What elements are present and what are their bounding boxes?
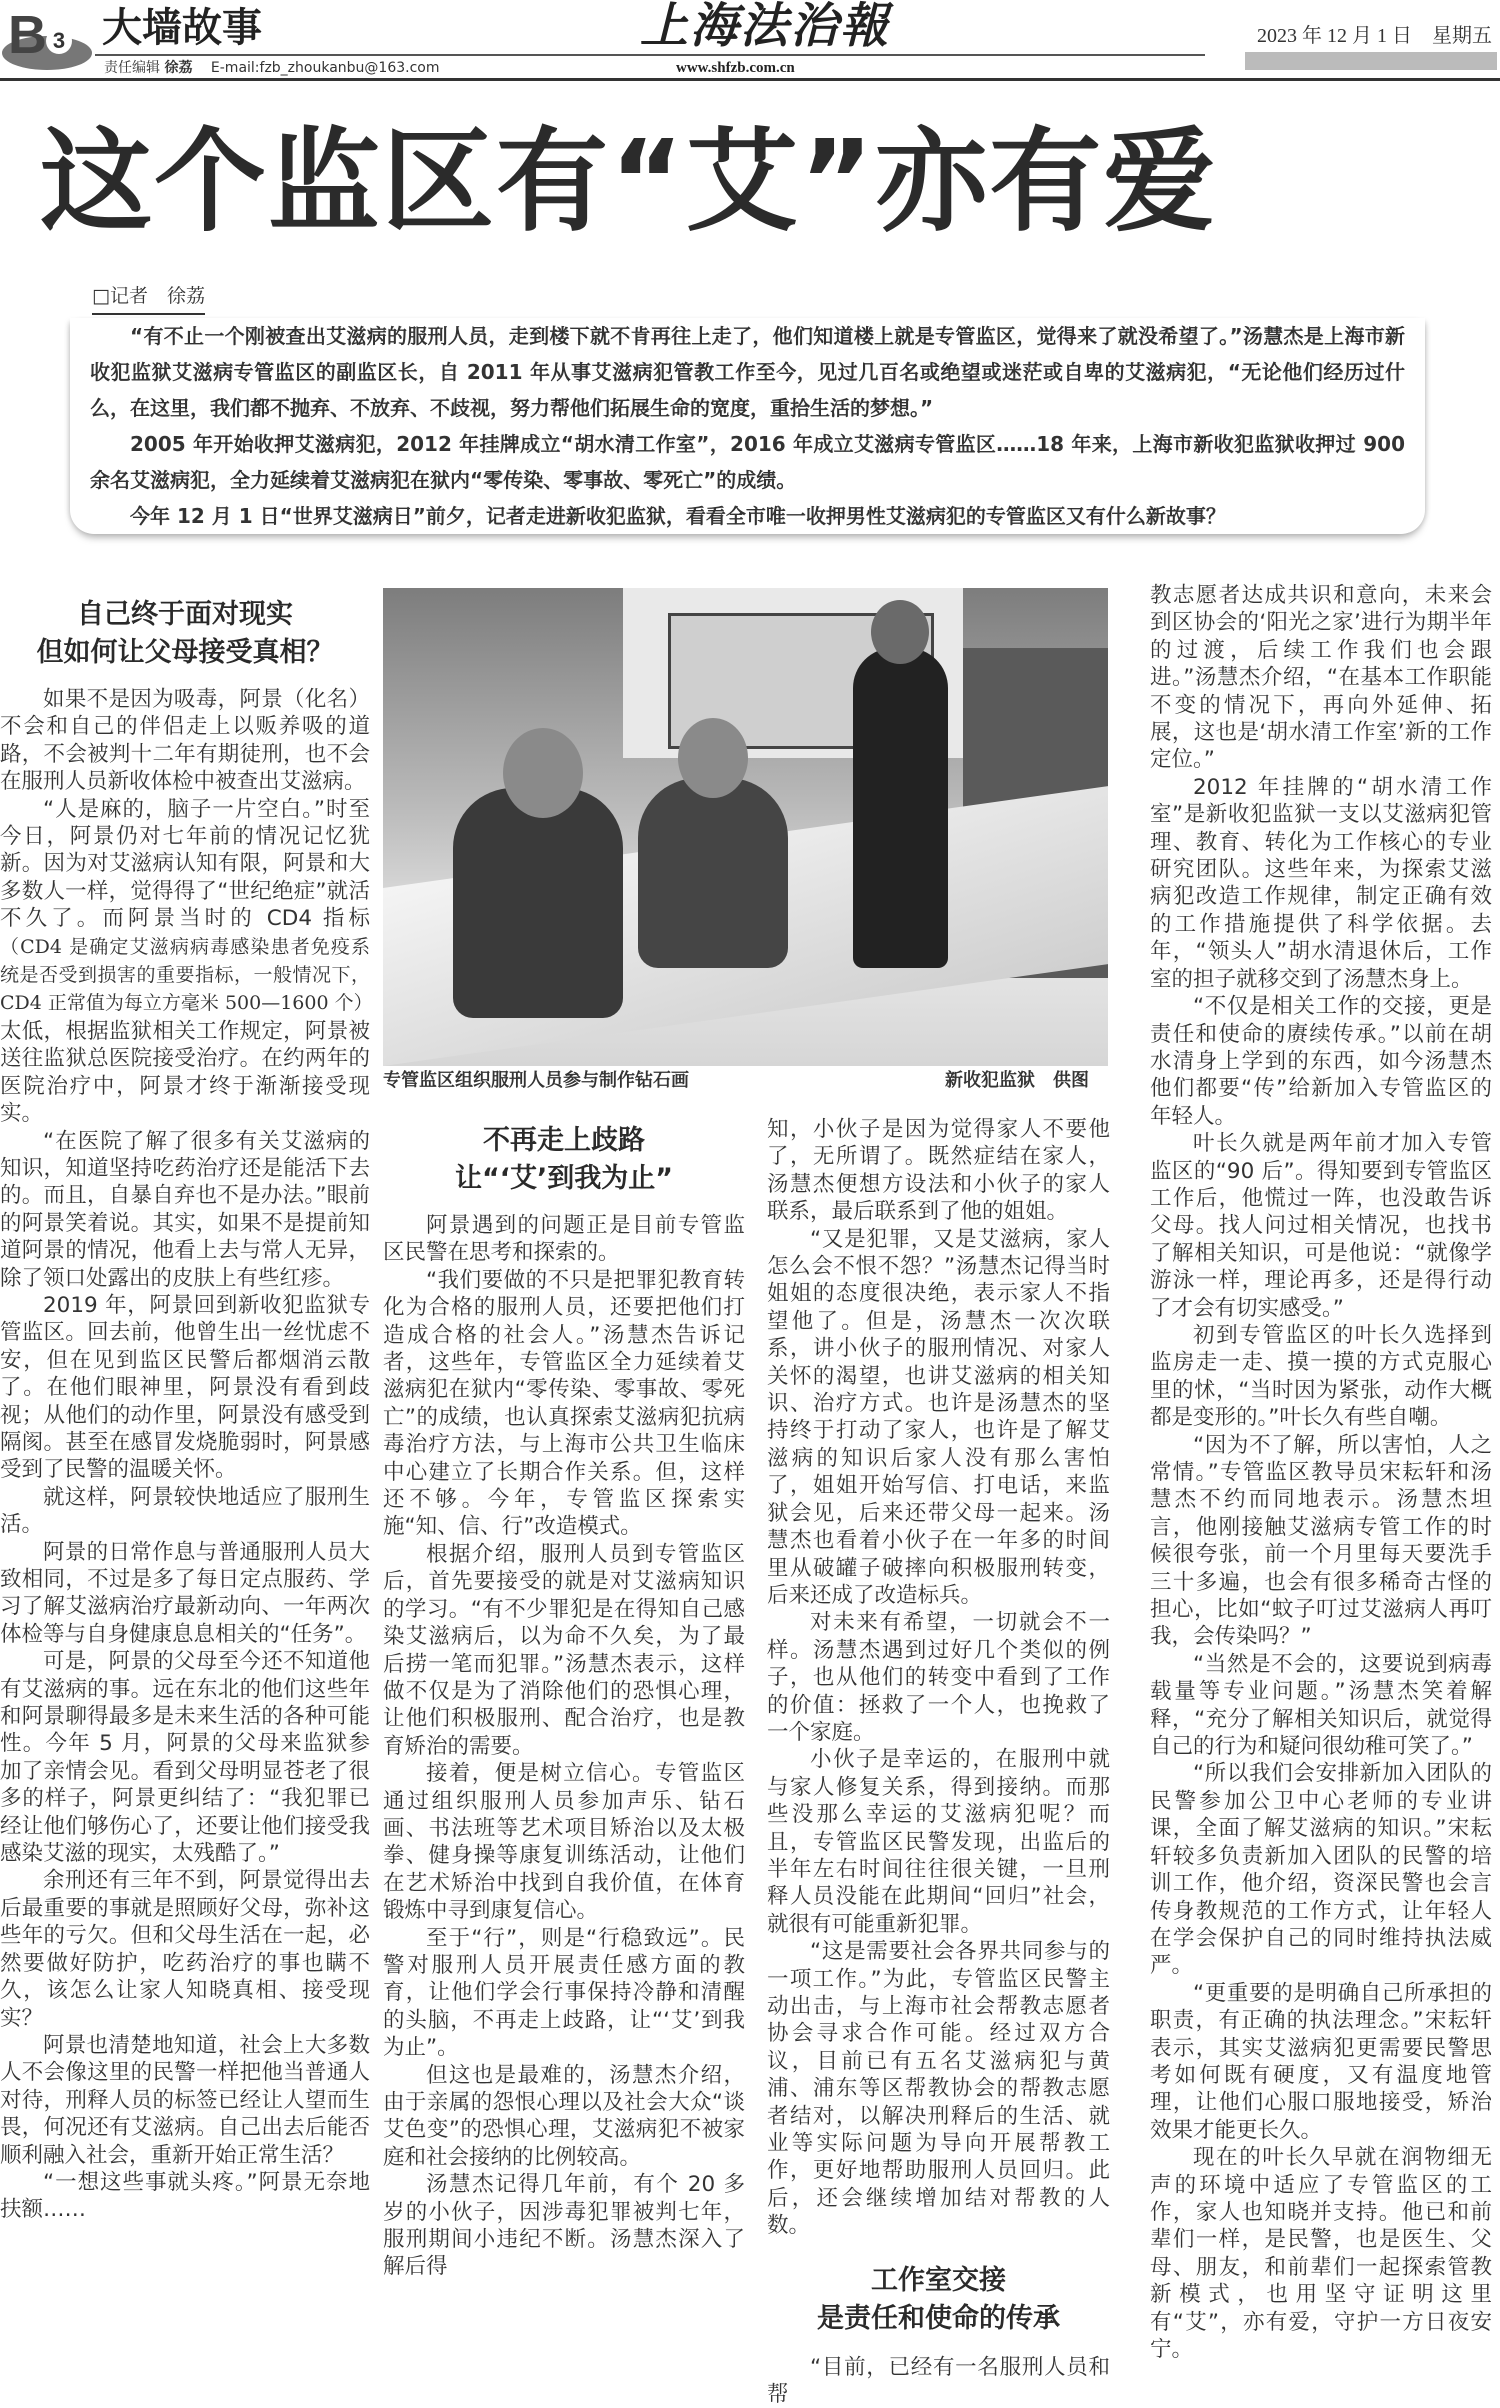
article-paragraph xyxy=(1150,1651,1492,1761)
paragraph-text: 汤慧杰记得几年前，有个 20 多岁的小伙子，因涉毒犯罪被判七年，服刑期间小违纪不断。汤慧杰深入了解后得 xyxy=(383,2172,745,2280)
article-paragraph xyxy=(383,1760,745,1924)
article-paragraph xyxy=(767,1116,1110,1226)
paragraph-text: 2012 年挂牌的“胡水清工作室”是新收犯监狱一支以艾滋病犯管理、教育、转化为工作核心的专业研究团队。这些年来，为探索艾滋病犯改造工作规律，制定正确有效的工作措施提供了科学依据。去年，“领头人”胡水清退休后，工作室的担子就移交到了汤慧杰身上。 xyxy=(1150,774,1492,992)
lead-paragraph: 2005 年开始收押艾滋病犯，2012 年挂牌成立“胡水清工作室”，2016 年成立艾滋病专管监区……18 年来，上海市新收犯监狱收押过 900 余名艾滋病犯，全力延续着艾滋病犯在狱内“零传染、零事故、零死亡”的成绩。 xyxy=(90,432,1405,492)
page-number: 3 xyxy=(46,28,72,54)
article-paragraph xyxy=(767,1226,1110,1610)
paragraph-text: “我们要做的不只是把罪犯教育转化为合格的服刑人员，还要把他们打造成合格的社会人。”汤慧杰告诉记者，这些年，专管监区全力延续着艾滋病犯在狱内“零传染、零事故、零死亡”的成绩，也认真探索艾滋病犯抗病毒治疗方法，与上海市公共卫生临床中心建立了长期合作关系。但，这样还不够。今年，专管监区探索实施“知、信、行”改造模式。 xyxy=(383,1267,745,1540)
page-number-badge xyxy=(2,5,98,68)
paragraph-text: 教志愿者达成共识和意向，未来会到区协会的‘阳光之家’进行为期半年的过渡，后续工作我们也会跟进。”汤慧杰介绍，“在基本工作职能不变的情况下，再向外延伸、拓展，这也是‘胡水清工作室’新的工作定位。” xyxy=(1150,583,1492,773)
paragraph-text: 如果不是因为吸毒，阿景（化名）不会和自己的伴侣走上以贩养吸的道路，不会被判十二年有期徒刑，也不会在服刑人员新收体检中被查出艾滋病。 xyxy=(0,687,370,795)
paragraph-text: 小伙子是幸运的，在服刑中就与家人修复关系，得到接纳。而那些没那么幸运的艾滋病犯呢？而且，专管监区民警发现，出监后的半年左右时间往往很关键，一旦刑释人员没能在此期间“回归”社会，就很有可能重新犯罪。 xyxy=(767,1747,1110,1937)
column-3 xyxy=(767,1116,1110,2408)
article-paragraph xyxy=(0,2032,370,2169)
paragraph-text: 接着，便是树立信心。专管监区通过组织服刑人员参加声乐、钻石画、书法班等艺术项目矫治以及太极拳、健身操等康复训练活动，让他们在艺术矫治中找到自我价值，在体育锻炼中寻到康复信心。 xyxy=(383,1761,745,1924)
paragraph-text: “这是需要社会各界共同参与的一项工作。”为此，专管监区民警主动出击，与上海市社会帮教志愿者协会寻求合作可能。经过双方合议，目前已有五名艾滋病犯与黄浦、浦东等区帮教协会的帮教志愿者结对，以解决刑释后的生活、就业等实际问题为导向开展帮教工作，更好地帮助服刑人员回归。此后，还会继续增加结对帮教的人数。 xyxy=(767,1939,1110,2239)
paragraph-text: 知，小伙子是因为觉得家人不要他了，无所谓了。既然症结在家人，汤慧杰便想方设法和小伙子的家人联系，最后联系到了他的姐姐。 xyxy=(767,1117,1110,1225)
article-paragraph xyxy=(383,2171,745,2281)
photo-inmate-1 xyxy=(453,788,623,1018)
paragraph-text: 2019 年，阿景回到新收犯监狱专管监区。回去前，他曾生出一丝忧虑不安，但在见到监区民警后都烟消云散了。在他们眼神里，阿景没有看到歧视；从他们的动作里，阿景没有感受到隔阂。甚至在感冒发烧脆弱时，阿景感受到了民警的温暖关怀。 xyxy=(0,1292,370,1483)
article-paragraph xyxy=(1150,582,1492,774)
photo-inmate-2-head xyxy=(678,718,748,798)
column-body xyxy=(1150,582,1492,2363)
subheading-line: 但如何让父母接受真相？ xyxy=(36,637,334,668)
article-paragraph xyxy=(1150,993,1492,1130)
article-photo xyxy=(383,588,1108,1066)
article-paragraph xyxy=(0,1648,370,1867)
paragraph-text: “所以我们会安排新加入团队的民警参加公卫中心老师的专业讲课，全面了解艾滋病的知识。”宋耘轩较多负责新加入团队的民警的培训工作，他介绍，资深民警也会言传身教规范的工作方式，让年轻人在学会保护自己的同时维持执法威严。 xyxy=(1150,1761,1492,1979)
paragraph-text: “一想这些事就头疼。”阿景无奈地扶额…… xyxy=(0,2169,370,2223)
article-paragraph xyxy=(383,1267,745,1541)
lead-paragraph: 今年 12 月 1 日“世界艾滋病日”前夕，记者走进新收犯监狱，看看全市唯一收押男性艾滋病犯的专管监区又有什么新故事？ xyxy=(130,504,1226,528)
paragraph-text: 就这样，阿景较快地适应了服刑生活。 xyxy=(0,1484,370,1538)
article-paragraph xyxy=(767,2354,1110,2408)
paragraph-text: “在医院了解了很多有关艾滋病的知识，知道坚持吃药治疗还是能活下去的。而且，自暴自弃也不是办法。”眼前的阿景笑着说。其实，如果不是提前知道阿景的情况，他看上去与常人无异，除了领口处露出的皮肤上有些红疹。 xyxy=(0,1128,370,1291)
header-rule xyxy=(95,54,1205,56)
date-bar xyxy=(1245,52,1497,70)
lead-box xyxy=(70,318,1425,534)
paragraph-text: “当然是不会的，这要说到病毒载量等专业问题。”汤慧杰笑着解释，“充分了解相关知识后，就觉得自己的行为和疑问很幼稚可笑了。” xyxy=(1150,1651,1492,1760)
paragraph-text: 阿景的日常作息与普通服刑人员大致相同，不过是多了每日定点服药、学习了解艾滋病治疗最新动向、一年两次体检等与自身健康息息相关的“任务”。 xyxy=(0,1539,370,1647)
photo-credit: 新收犯监狱 供图 xyxy=(945,1070,1089,1091)
paragraph-text: “目前，已经有一名服刑人员和帮 xyxy=(767,2354,1110,2408)
column-2 xyxy=(383,1122,745,2281)
article-paragraph xyxy=(0,1867,370,2031)
paragraph-text: “又是犯罪，又是艾滋病，家人怎么会不恨不怨？”汤慧杰记得当时姐姐的态度很决绝，表示家人不指望他了。但是，汤慧杰一次次联系，讲小伙子的服刑情况、对家人关怀的渴望，也讲艾滋病的相关知识、治疗方式。也许是汤慧杰的坚持终于打动了家人，也许是了解艾滋病的知识后家人没有那么害怕了，姐姐开始写信、打电话，来监狱会见，后来还带父母一起来。汤慧杰也看着小伙子在一年多的时间里从破罐子破摔向积极服刑转变，后来还成了改造标兵。 xyxy=(767,1226,1110,1608)
article-paragraph xyxy=(1150,2144,1492,2363)
subheading-1 xyxy=(0,596,370,672)
explanatory-note: （CD4 是确定艾滋病病毒感染患者免疫系统是否受到损害的重要指标，一般情况下，CD4 正常值为每立方毫米 500—1600 个） xyxy=(0,935,373,1015)
article-paragraph xyxy=(0,2169,370,2224)
paragraph-text: 根据介绍，服刑人员到专管监区后，首先要接受的就是对艾滋病知识的学习。“有不少罪犯是在得知自己感染艾滋病后，以为命不久矣，为了最后捞一笔而犯罪。”汤慧杰表示，这样做不仅是为了消除他们的恐惧心理，让他们积极服刑、配合治疗，也是教育矫治的需要。 xyxy=(383,1541,745,1759)
article-paragraph xyxy=(0,1484,370,1539)
editor-email[interactable]: E-mail:fzb_zhoukanbu@163.com xyxy=(210,60,440,76)
paragraph-text: “人是麻的，脑子一片空白。”时至今日，阿景仍对七年前的情况记忆犹新。因为对艾滋病认知有限，阿景和大多数人一样，觉得得了“世纪绝症”就活不久了。而阿景当时的 CD4 指标 xyxy=(0,796,370,932)
article-paragraph xyxy=(1150,1432,1492,1651)
article-paragraph xyxy=(767,1609,1110,1746)
article-paragraph xyxy=(767,1746,1110,1938)
article-headline: 这个监区有“艾”亦有爱 xyxy=(40,117,1218,247)
paragraph-text: “更重要的是明确自己所承担的职责，有正确的执法理念。”宋耘轩表示，其实艾滋病犯更需要民警思考如何既有硬度，又有温度地管理，让他们心服口服地接受，矫治效果才能更长久。 xyxy=(1150,1980,1492,2143)
paragraph-text: 现在的叶长久早就在润物细无声的环境中适应了专管监区的工作，家人也知晓并支持。他已和前辈们一样，是民警，也是医生、父母、朋友，和前辈们一起探索管教新模式，也用坚守证明这里有“艾”，亦有爱，守护一方日夜安宁。 xyxy=(1150,2145,1492,2362)
column-body xyxy=(767,1116,1110,2240)
article-paragraph xyxy=(0,686,370,796)
article-paragraph xyxy=(767,1938,1110,2239)
newspaper-masthead: 上海法治報 xyxy=(640,0,891,54)
lead-paragraph: “有不止一个刚被查出艾滋病的服刑人员，走到楼下就不肯再往上走了，他们知道楼上就是专管监区，觉得来了就没希望了。”汤慧杰是上海市新收犯监狱艾滋病专管监区的副监区长，自 2011 年从事艾滋病犯管教工作至今，见过几百名或绝望或迷茫或自卑的艾滋病犯，“无论他们经历过什么，在这里，我们都不抛弃、不放弃、不歧视，努力帮他们拓展生命的宽度，重拾生活的梦想。” xyxy=(90,324,1405,420)
subheading-line: 不再走上歧路 xyxy=(483,1125,645,1156)
article-paragraph xyxy=(1150,1980,1492,2144)
subheading-line: 工作室交接 xyxy=(871,2264,1006,2296)
paragraph-text: 但这也是最难的，汤慧杰介绍，由于亲属的怨恨心理以及社会大众“谈艾色变”的恐惧心理，艾滋病犯不被家庭和社会接纳的比例较高。 xyxy=(383,2062,745,2170)
column-body xyxy=(767,2354,1110,2408)
column-4 xyxy=(1150,582,1492,2363)
article-paragraph xyxy=(383,1541,745,1760)
article-paragraph xyxy=(383,1925,745,2062)
paragraph-text: 叶长久就是两年前才加入专管监区的“90 后”。得知要到专管监区工作后，他慌过一阵，也没敢告诉父母。找人问过相关情况，也找书了解相关知识，可是他说：“就像学游泳一样，理论再多，还是得行动了才会有切实感受。” xyxy=(1150,1131,1492,1321)
article-paragraph xyxy=(383,1212,745,1267)
article-paragraph xyxy=(0,1292,370,1484)
article-paragraph xyxy=(383,2062,745,2172)
section-name: 大墙故事 xyxy=(102,5,262,51)
paragraph-text: 对未来有希望，一切就会不一样。汤慧杰遇到过好几个类似的例子，也从他们的转变中看到了工作的价值：拯救了一个人，也挽救了一个家庭。 xyxy=(767,1610,1110,1745)
subheading-2 xyxy=(383,1122,745,1198)
article-paragraph xyxy=(1150,1322,1492,1432)
paragraph-text: 太低，根据监狱相关工作规定，阿景被送往监狱总医院接受治疗。在约两年的医院治疗中，阿景才终于渐渐接受现实。 xyxy=(0,1018,370,1127)
article-paragraph xyxy=(0,1128,370,1292)
paragraph-text: 可是，阿景的父母至今还不知道他有艾滋病的事。远在东北的他们这些年和阿景聊得最多是未来生活的各种可能性。今年 5 月，阿景的父母来监狱参加了亲情会见。看到父母明显苍老了很多的样子，阿景更纠结了：“我犯罪已经让他们够伤心了，还要让他们接受我感染艾滋的现实，太残酷了。” xyxy=(0,1649,370,1867)
subheading-line: 自己终于面对现实 xyxy=(77,599,293,630)
article-paragraph xyxy=(1150,1760,1492,1979)
paragraph-text: 阿景也清楚地知道，社会上大多数人不会像这里的民警一样把他当普通人对待，刑释人员的标签已经让人望而生畏，何况还有艾滋病。自己出去后能否顺利融入社会，重新开始正常生活？ xyxy=(0,2032,370,2168)
paragraph-text: “不仅是相关工作的交接，更是责任和使命的赓续传承。”以前在胡水清身上学到的东西，如今汤慧杰他们都要“传”给新加入专管监区的年轻人。 xyxy=(1150,994,1492,1129)
article-paragraph xyxy=(0,1539,370,1649)
column-body xyxy=(0,686,373,2224)
photo-inmate-1-head xyxy=(503,728,583,818)
editor-name: 徐荔 xyxy=(164,60,193,76)
paragraph-text: 初到专管监区的叶长久选择到监房走一走、摸一摸的方式克服心里的怵，“当时因为紧张，动作大概都是变形的。”叶长久有些自嘲。 xyxy=(1150,1322,1492,1431)
paragraph-text: 阿景遇到的问题正是目前专管监区民警在思考和探索的。 xyxy=(383,1213,745,1266)
subheading-line: 是责任和使命的传承 xyxy=(817,2302,1060,2334)
paragraph-text: “因为不了解，所以害怕，人之常情。”专管监区教导员宋耘轩和汤慧杰不约而同地表示。汤慧杰坦言，他刚接触艾滋病专管工作的时候很夸张，前一个月里每天要洗手三十多遍，也会有很多稀奇古怪的担心，比如“蚊子叮过艾滋病人再叮我，会传染吗？” xyxy=(1150,1432,1492,1650)
article-paragraph xyxy=(1150,774,1492,993)
subheading-line: 让“‘艾’到我为止” xyxy=(454,1163,673,1194)
column-body xyxy=(383,1212,745,2281)
editor-label: 责任编辑 xyxy=(104,60,160,76)
page-letter: B xyxy=(8,5,43,65)
issue-date: 2023 年 12 月 1 日 星期五 xyxy=(1257,25,1492,47)
photo-officer xyxy=(853,648,948,968)
column-1 xyxy=(0,596,373,2224)
photo-inmate-2 xyxy=(638,778,788,968)
header-divider xyxy=(0,78,1500,81)
article-paragraph xyxy=(1150,1130,1492,1322)
subheading-3 xyxy=(767,2262,1110,2338)
photo-caption: 专管监区组织服刑人员参与制作钻石画 xyxy=(383,1070,689,1091)
paragraph-text: 余刑还有三年不到，阿景觉得出去后最重要的事就是照顾好父母，弥补这些年的亏欠。但和父母生活在一起，必然要做好防护，吃药治疗的事也瞒不久，该怎么让家人知晓真相、接受现实？ xyxy=(0,1868,370,2031)
article-paragraph xyxy=(0,796,373,1128)
paragraph-text: 至于“行”，则是“行稳致远”。民警对服刑人员开展责任感方面的教育，让他们学会行事保持冷静和清醒的头脑，不再走上歧路，让“‘艾’到我为止”。 xyxy=(383,1925,745,2061)
photo-officer-head xyxy=(871,600,929,664)
editor-line xyxy=(104,60,440,76)
byline: □记者 徐荔 xyxy=(92,285,205,315)
website-url[interactable]: www.shfzb.com.cn xyxy=(676,60,795,76)
